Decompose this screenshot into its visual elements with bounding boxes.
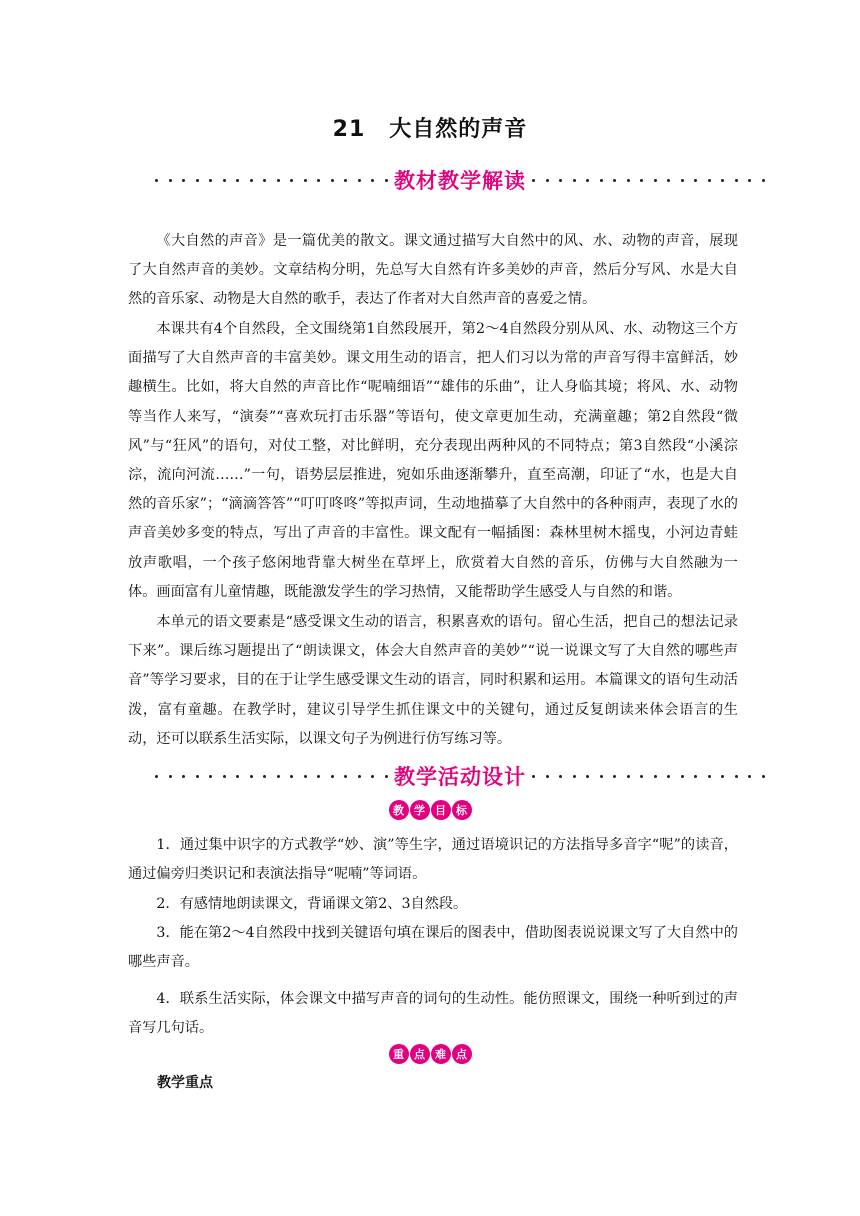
dotted-divider-right [532, 177, 765, 183]
section-title-activity: 教学活动设计 [394, 765, 526, 789]
divider-dot [290, 179, 293, 182]
divider-dot [290, 775, 293, 778]
divider-dot [627, 775, 630, 778]
divider-dot [762, 775, 765, 778]
divider-dot [735, 775, 738, 778]
lesson-title [0, 112, 860, 143]
badge-teaching-goals [0, 800, 860, 820]
divider-dot [586, 179, 589, 182]
divider-dot [573, 775, 576, 778]
divider-dot [317, 775, 320, 778]
goal-item-4: 4．联系生活实际，体会课文中描写声音的词句的生动性。能仿照课文，围绕一种听到过的声音写几句话。 [128, 991, 738, 1037]
divider-dot [694, 179, 697, 182]
teaching-focus-heading: 教学重点 [157, 1075, 213, 1091]
divider-dot [263, 179, 266, 182]
divider-dot [304, 775, 307, 778]
divider-dot [344, 775, 347, 778]
badge-char: 点 [452, 1044, 472, 1064]
divider-dot [182, 179, 185, 182]
divider-dot [371, 179, 374, 182]
section-header-interpretation [155, 166, 765, 194]
divider-dot [627, 179, 630, 182]
badge-char: 标 [452, 800, 472, 820]
divider-dot [331, 179, 334, 182]
divider-dot [304, 179, 307, 182]
lesson-number: 21 [332, 117, 366, 142]
divider-dot [573, 179, 576, 182]
badge-char: 教 [389, 800, 409, 820]
divider-dot [236, 775, 239, 778]
dotted-divider-left [155, 773, 388, 779]
divider-dot [250, 179, 253, 182]
divider-dot [640, 179, 643, 182]
goal-item-2: 2．有感情地朗读课文，背诵课文第2、3自然段。 [156, 896, 468, 912]
divider-dot [532, 775, 535, 778]
divider-dot [762, 179, 765, 182]
divider-dot [371, 775, 374, 778]
section-title-interpretation: 教材教学解读 [394, 169, 526, 193]
divider-dot [559, 179, 562, 182]
divider-dot [169, 179, 172, 182]
divider-dot [721, 775, 724, 778]
divider-dot [182, 775, 185, 778]
divider-dot [640, 775, 643, 778]
divider-dot [250, 775, 253, 778]
divider-dot [613, 179, 616, 182]
divider-dot [155, 775, 158, 778]
divider-dot [358, 179, 361, 182]
divider-dot [546, 179, 549, 182]
divider-dot [708, 179, 711, 182]
divider-dot [600, 179, 603, 182]
divider-dot [667, 775, 670, 778]
badge-key-difficult [0, 1044, 860, 1064]
goal-item-3: 3．能在第2～4自然段中找到关键语句填在课后的图表中，借助图表说说课文写了大自然中的哪些声音。 [128, 925, 738, 971]
section-header-activity [155, 762, 765, 790]
interpretation-paragraph-1: 《大自然的声音》是一篇优美的散文。课文通过描写大自然中的风、水、动物的声音，展现了大自然声音的美妙。文章结构分明，先总写大自然有许多美妙的声音，然后分写风、水是大自然的音乐家、动物是大自然的歌手，表达了作者对大自然声音的喜爱之情。 [128, 233, 738, 308]
divider-dot [277, 775, 280, 778]
divider-dot [667, 179, 670, 182]
divider-dot [681, 179, 684, 182]
divider-dot [748, 775, 751, 778]
badge-char: 点 [410, 1044, 430, 1064]
divider-dot [277, 179, 280, 182]
lesson-name: 大自然的声音 [389, 117, 528, 142]
divider-dot [155, 179, 158, 182]
divider-dot [209, 775, 212, 778]
divider-dot [559, 775, 562, 778]
badge-char: 学 [410, 800, 430, 820]
divider-dot [532, 179, 535, 182]
divider-dot [586, 775, 589, 778]
divider-dot [263, 775, 266, 778]
divider-dot [223, 179, 226, 182]
dotted-divider-right [532, 773, 765, 779]
divider-dot [317, 179, 320, 182]
divider-dot [209, 179, 212, 182]
divider-dot [735, 179, 738, 182]
divider-dot [681, 775, 684, 778]
divider-dot [358, 775, 361, 778]
badge-char: 难 [431, 1044, 451, 1064]
divider-dot [694, 775, 697, 778]
divider-dot [546, 775, 549, 778]
divider-dot [196, 179, 199, 182]
interpretation-paragraph-3: 本单元的语文要素是“感受课文生动的语言，积累喜欢的语句。留心生活，把自己的想法记录下来”。课后练习题提出了“朗读课文，体会大自然声音的美妙”“说一说课文写了大自然的哪些声音”等学习要求，目的在于让学生感受课文生动的语言，同时积累和运用。本篇课文的语句生动活泼，富有童趣。在教学时，建议引导学生抓住课文中的关键句，通过反复朗读来体会语言的生动，还可以联系生活实际，以课文句子为例进行仿写练习等。 [128, 614, 738, 747]
goal-item-1: 1．通过集中识字的方式教学“妙、演”等生字，通过语境识记的方法指导多音字“呢”的读音，通过偏旁归类识记和表演法指导“呢喃”等词语。 [128, 837, 738, 883]
divider-dot [196, 775, 199, 778]
divider-dot [331, 775, 334, 778]
divider-dot [600, 775, 603, 778]
divider-dot [654, 179, 657, 182]
divider-dot [223, 775, 226, 778]
divider-dot [748, 179, 751, 182]
interpretation-paragraph-2: 本课共有4个自然段，全文围绕第1自然段展开，第2～4自然段分别从风、水、动物这三个方面描写了大自然声音的丰富美妙。课文用生动的语言，把人们习以为常的声音写得丰富鲜活，妙趣横生。比如，将大自然的声音比作“呢喃细语”“雄伟的乐曲”，让人身临其境；将风、水、动物等当作人来写，“演奏”“喜欢玩打击乐器”等语句，使文章更加生动，充满童趣；第2自然段“微风”与“狂风”的语句，对仗工整，对比鲜明，充分表现出两种风的不同特点；第3自然段“小溪淙淙，流向河流……”一句，语势层层推进，宛如乐曲逐渐攀升，直至高潮，印证了“水，也是大自然的音乐家”；“滴滴答答”“叮叮咚咚”等拟声词，生动地描摹了大自然中的各种雨声，表现了水的声音美妙多变的特点，写出了声音的丰富性。课文配有一幅插图：森林里树木摇曳，小河边青蛙放声歌唱，一个孩子悠闲地背靠大树坐在草坪上，欣赏着大自然的音乐，仿佛与大自然融为一体。画面富有儿童情趣，既能激发学生的学习热情，又能帮助学生感受人与自然的和谐。 [128, 321, 738, 600]
dotted-divider-left [155, 177, 388, 183]
badge-char: 重 [389, 1044, 409, 1064]
divider-dot [721, 179, 724, 182]
divider-dot [613, 775, 616, 778]
divider-dot [236, 179, 239, 182]
divider-dot [344, 179, 347, 182]
divider-dot [169, 775, 172, 778]
divider-dot [708, 775, 711, 778]
badge-char: 目 [431, 800, 451, 820]
divider-dot [654, 775, 657, 778]
